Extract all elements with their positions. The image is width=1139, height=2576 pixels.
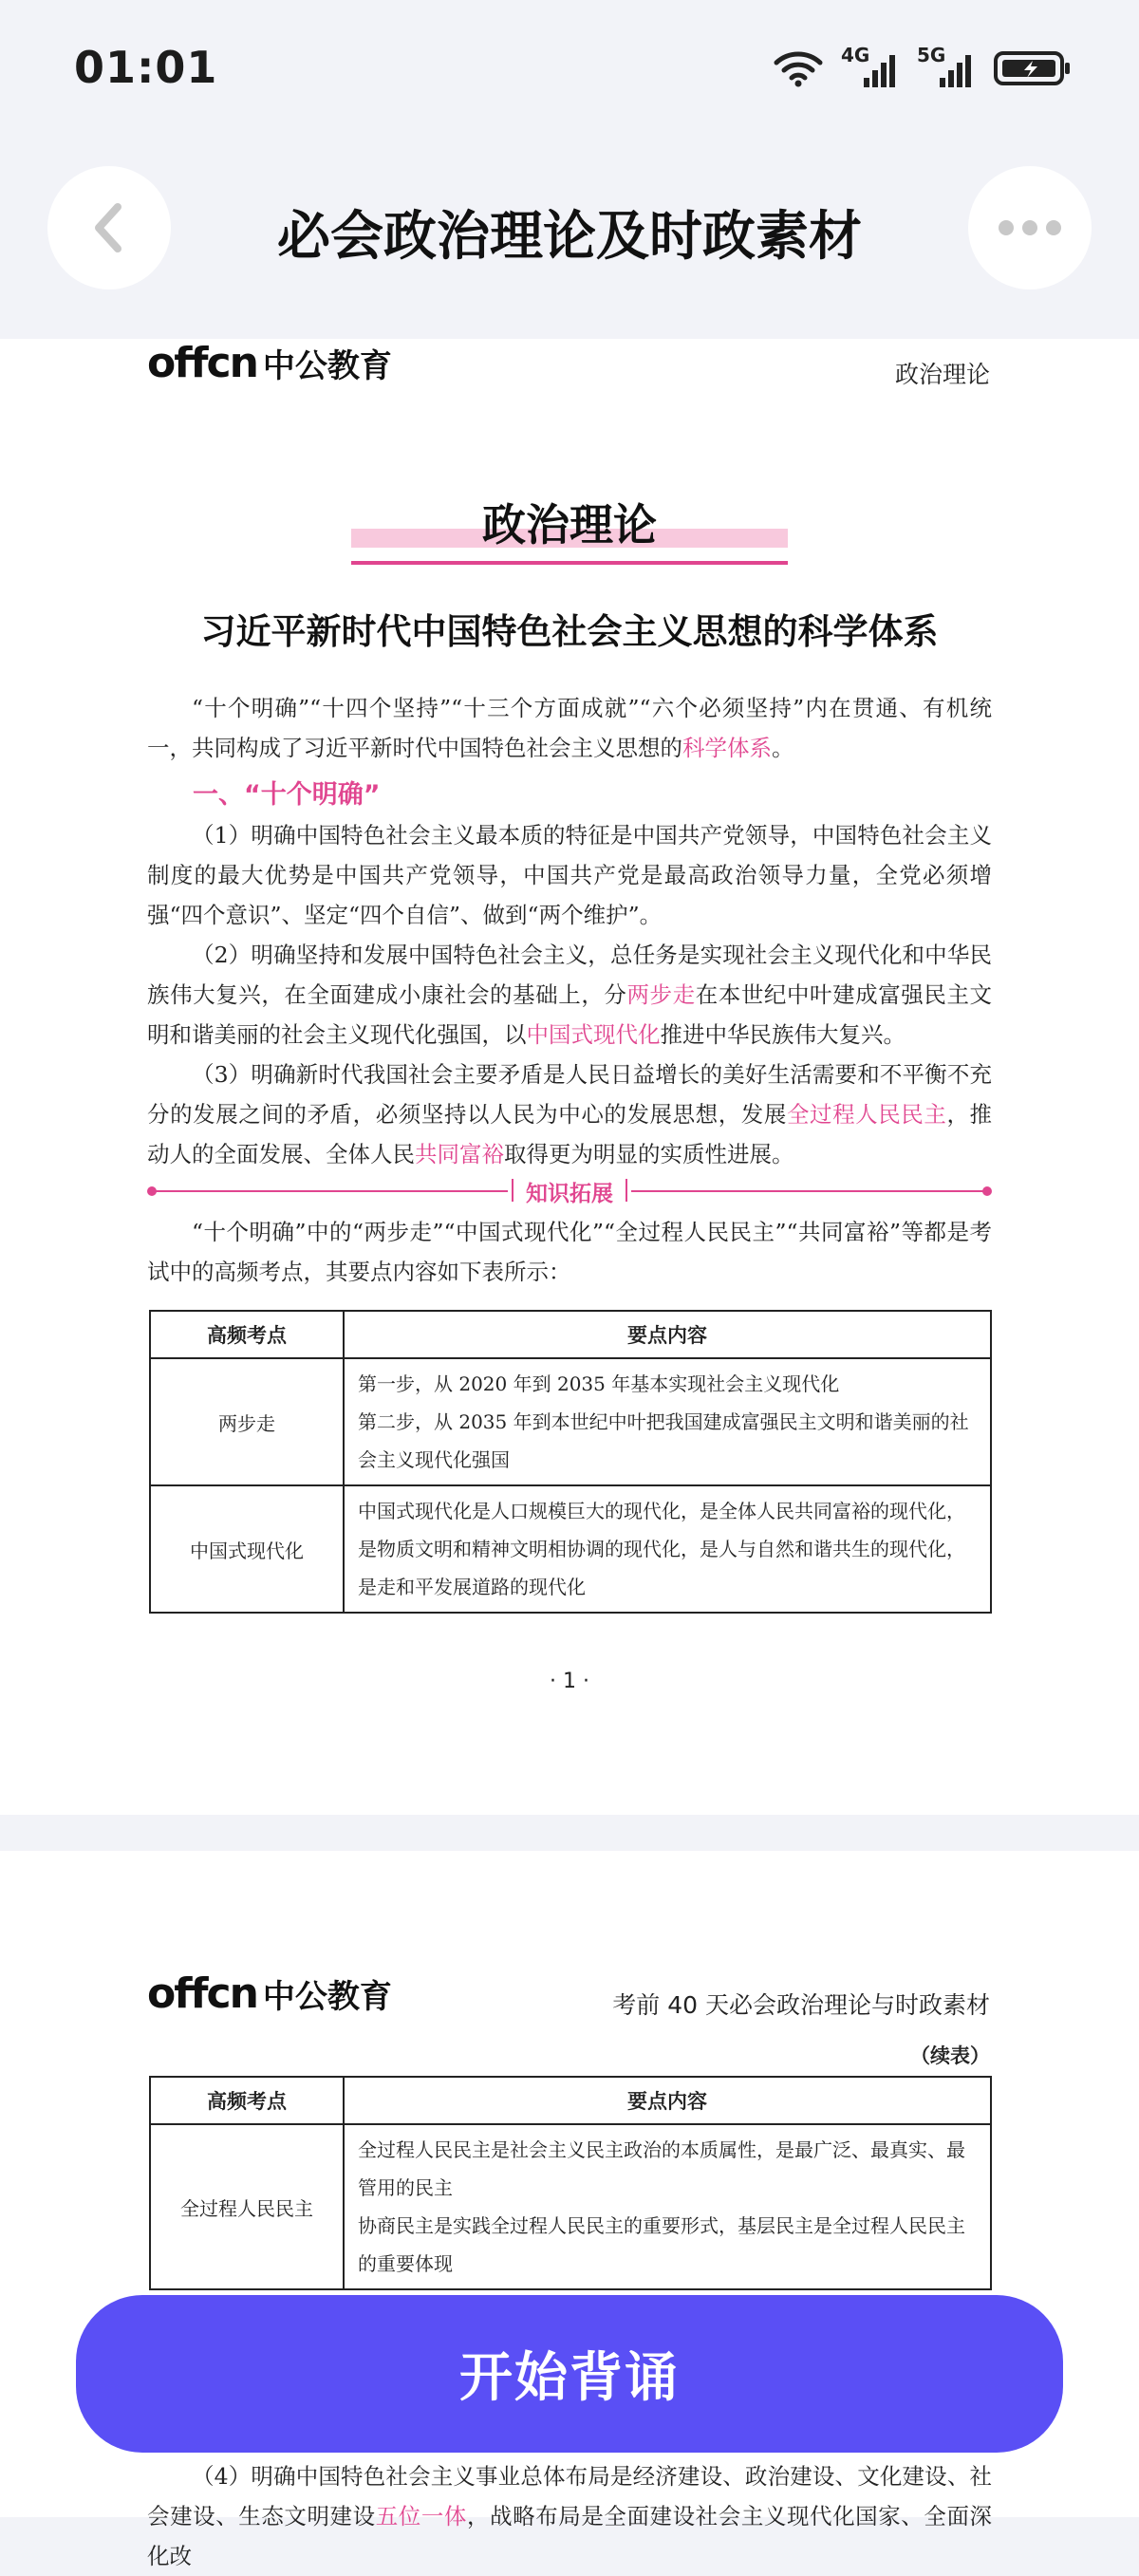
signal-5g-label: 5G <box>917 44 946 66</box>
table-cell-key: 中国式现代化 <box>150 1485 344 1613</box>
status-bar <box>0 0 1139 142</box>
table-cell-line: 中国式现代化是人口规模巨大的现代化，是全体人民共同富裕的现代化，是物质文明和精神文明相协调的现代化，是人与自然和谐共生的现代化，是走和平发展道路的现代化 <box>358 1500 965 1598</box>
table-cell-line: 第一步，从 2020 年到 2035 年基本实现社会主义现代化 <box>358 1372 840 1395</box>
intro-paragraph <box>147 688 992 768</box>
p3-text-b: ，推动人的全面发展、全体人民 <box>147 1101 993 1167</box>
intro-text: “十个明确”“十四个坚持”“十三个方面成就”“六个必须坚持”内在贯通、有机统一，共同构成了习近平新时代中国特色社会主义思想的 <box>147 695 992 761</box>
key-points-table <box>149 1310 992 1614</box>
table-cell-key: 全过程人民民主 <box>150 2124 344 2289</box>
intro-highlight: 科学体系 <box>682 735 772 761</box>
table-header-row <box>150 1311 991 1358</box>
p2-highlight-1: 两步走 <box>626 981 696 1008</box>
logo-text-cn: 中公教育 <box>262 347 392 385</box>
table-cell-line: 第二步，从 2035 年到本世纪中叶把我国建成富强民主文明和谐美丽的社会主义现代化强国 <box>358 1410 969 1471</box>
knowledge-intro <box>147 1212 992 1292</box>
document-page-1 <box>0 339 1139 1815</box>
chevron-left-icon <box>85 199 133 256</box>
offcn-logo <box>147 339 392 387</box>
logo-text-cn: 中公教育 <box>262 1978 392 2016</box>
key-points-table-continued <box>149 2076 992 2290</box>
table-row <box>150 2124 991 2289</box>
table-cell-value <box>344 2124 991 2289</box>
table-row <box>150 1358 991 1485</box>
p4-text-b: ，战略布局是全面建设社会主义现代化国家、全面深化改 <box>147 2503 993 2569</box>
page-title: 政治理论 <box>482 499 657 551</box>
p4-text-a: （4）明确中国特色社会主义事业总体布局是经济建设、政治建设、文化建设、社会建设、生态文明建设 <box>147 2463 992 2529</box>
signal-4g-icon <box>841 44 900 89</box>
logo-text-en: offcn <box>147 339 257 387</box>
paragraph-2 <box>147 935 992 1055</box>
battery-charging-icon <box>993 49 1073 87</box>
table-cell-line: 协商民主是实践全过程人民民主的重要形式，基层民主是全过程人民民主的重要体现 <box>358 2214 965 2275</box>
p3-text-a: （3）明确新时代我国社会主要矛盾是人民日益增长的美好生活需要和不平衡不充分的发展之间的矛盾，必须坚持以人民为中心的发展思想，发展 <box>147 1061 992 1128</box>
knowledge-label: 知识拓展 <box>526 1182 613 1206</box>
table-row <box>150 1485 991 1613</box>
continued-label: （续表） <box>910 2044 990 2067</box>
paragraph-1: （1）明确中国特色社会主义最本质的特征是中国共产党领导，中国特色社会主义制度的最大优势是中国共产党领导，中国共产党是最高政治领导力量，全党必须增强“四个意识”、坚定“四个自信”、做到“两个维护”。 <box>147 822 992 928</box>
table-header-cell: 要点内容 <box>344 1311 991 1358</box>
offcn-logo <box>147 1969 392 2018</box>
nav-title: 必会政治理论及时政素材 <box>277 206 862 268</box>
nav-bar <box>0 166 1139 299</box>
page-header-right: 考前 40 天必会政治理论与时政素材 <box>612 1991 990 2019</box>
more-dots-icon <box>997 218 1063 237</box>
table-cell-value <box>344 1358 991 1485</box>
p2-highlight-2: 中国式现代化 <box>526 1021 661 1048</box>
p3-text-c: 取得更为明显的实质性进展。 <box>504 1141 794 1167</box>
status-icons <box>773 44 1073 89</box>
signal-4g-label: 4G <box>841 44 870 66</box>
intro-text-end: 。 <box>772 735 794 761</box>
table-cell-value <box>344 1485 991 1613</box>
knowledge-intro-text: “十个明确”中的“两步走”“中国式现代化”“全过程人民民主”“共同富裕”等都是考试中的高频考点，其要点内容如下表所示： <box>147 1219 992 1285</box>
back-button[interactable] <box>47 166 171 289</box>
wifi-icon <box>773 49 824 87</box>
logo-text-en: offcn <box>147 1969 257 2018</box>
section-body <box>147 815 992 1174</box>
p2-text-a: （2）明确坚持和发展中国特色社会主义，总任务是实现社会主义现代化和中华民族伟大复兴，在全面建成小康社会的基础上，分 <box>147 942 992 1008</box>
table-header-cell: 要点内容 <box>344 2077 991 2124</box>
page-header-right: 政治理论 <box>894 361 990 388</box>
table-header-cell: 高频考点 <box>150 2077 344 2124</box>
p3-highlight-1: 全过程人民民主 <box>786 1101 947 1128</box>
page-number: · 1 · <box>550 1670 589 1693</box>
page-title-block <box>351 491 788 553</box>
p4-highlight: 五位一体 <box>375 2503 467 2529</box>
status-time: 01:01 <box>74 42 218 93</box>
p3-highlight-2: 共同富裕 <box>415 1141 504 1167</box>
p2-text-c: 推进中华民族伟大复兴。 <box>660 1021 906 1048</box>
more-button[interactable] <box>968 166 1092 289</box>
signal-5g-icon <box>917 44 976 89</box>
start-recite-button[interactable]: 开始背诵 <box>76 2295 1063 2453</box>
table-header-row <box>150 2077 991 2124</box>
table-cell-line: 全过程人民民主是社会主义民主政治的本质属性，是最广泛、最真实、最管用的民主 <box>358 2138 965 2199</box>
table-cell-key: 两步走 <box>150 1358 344 1485</box>
p2-text-b: 在本世纪中叶建成富强民主文明和谐美丽的社会主义现代化强国，以 <box>147 981 993 1048</box>
section-heading: 一、“十个明确” <box>193 780 381 810</box>
page-subtitle: 习近平新时代中国特色社会主义思想的科学体系 <box>200 610 939 652</box>
paragraph-3 <box>147 1055 992 1174</box>
title-underline <box>351 561 788 565</box>
paragraph-4 <box>147 2456 992 2576</box>
knowledge-divider <box>147 1176 992 1204</box>
table-header-cell: 高频考点 <box>150 1311 344 1358</box>
